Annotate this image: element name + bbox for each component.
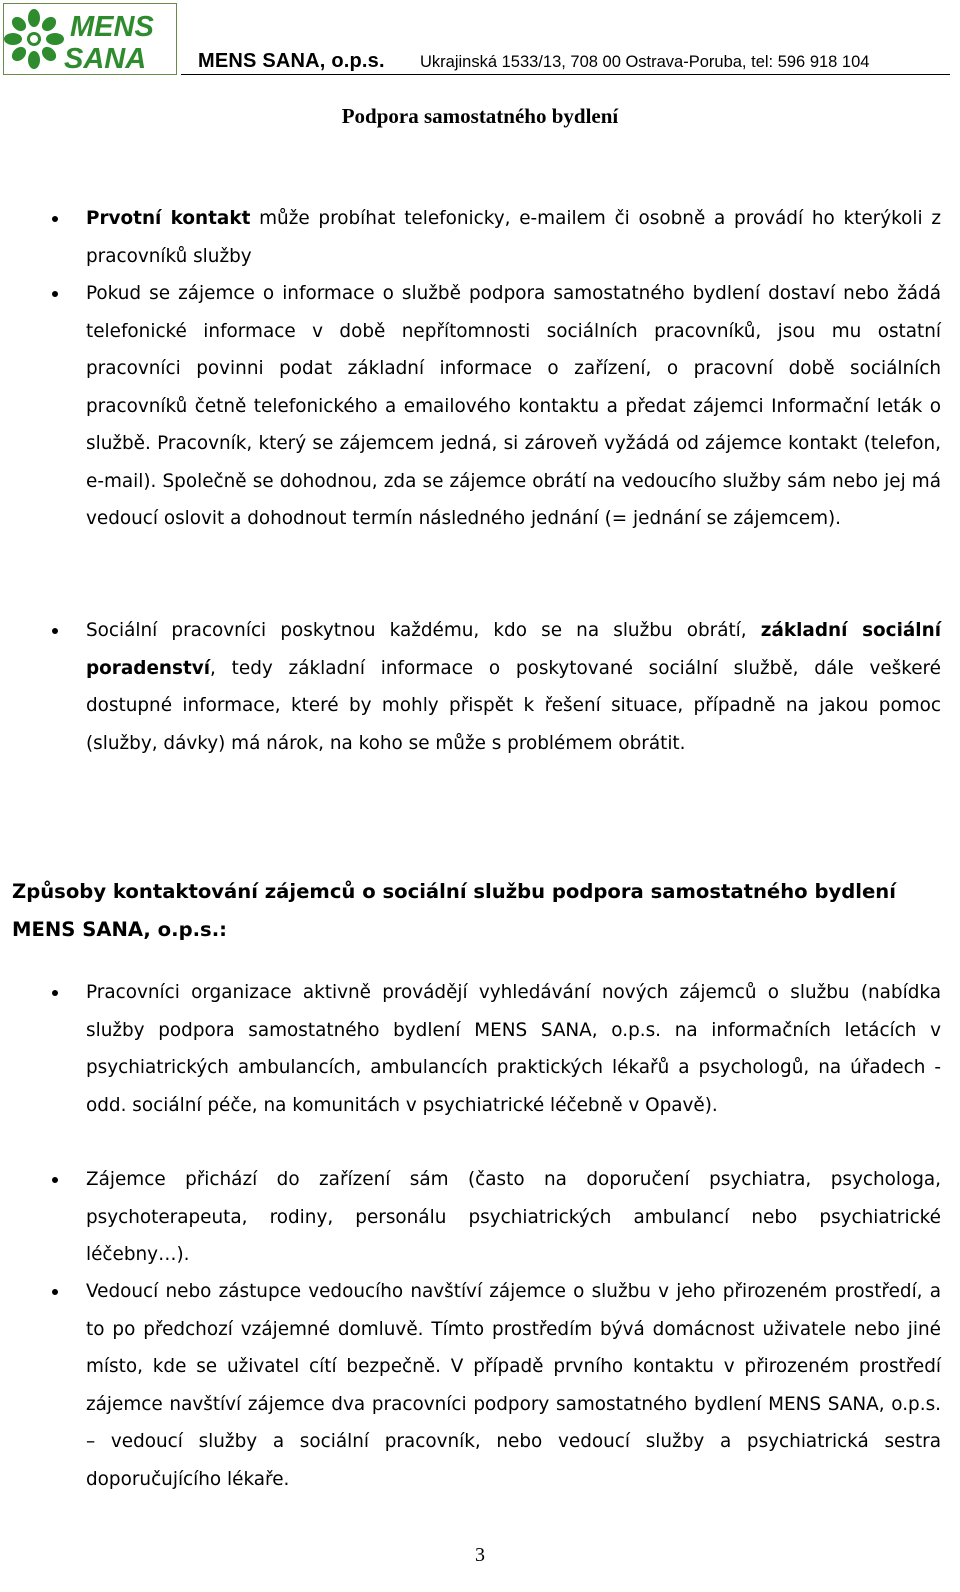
page-title: Podpora samostatného bydlení [341, 104, 619, 128]
list-item [86, 275, 941, 538]
page-number: 3 [475, 1544, 485, 1566]
flower-icon [4, 9, 64, 69]
list-item [86, 200, 941, 275]
organization-name: MENS SANA, o.p.s. [198, 50, 385, 72]
list-item: Vedoucí nebo zástupce vedoucího navštíví zájemce o službu v jeho přirozeném prostředí, a to po předchozí vzájemné domluvě. Tímto prostředím bývá domácnost uživatele nebo jiné místo, kde se uživatel cítí bezpečně. V případě prvního kontaktu v přirozeném prostředí zájemce navštíví zájemce dva pracovníci podpory samostatného bydlení MENS SANA, o.p.s. – vedoucí služby a sociální pracovník, nebo vedoucí služby a psychiatrická sestra doporučujícího lékaře. [86, 1281, 941, 1490]
mens-sana-logo [3, 3, 177, 75]
bullet-icon [52, 216, 58, 222]
emphasis: Prvotní kontakt [86, 208, 251, 229]
list-item: Zájemce přichází do zařízení sám (často na doporučení psychiatra, psychologa, psychoterapeuta, rodiny, personálu psychiatrických ambulancí nebo psychiatrické léčebny…). [86, 1169, 941, 1265]
item-text: Pokud se zájemce o informace o službě podpora samostatného bydlení dostaví nebo žádá telefonické informace v době nepřítomnosti sociálních pracovníků, jsou mu ostatní pracovníci povinni podat základní informace o zařízení, o pracovní době sociálních pracovníků četně telefonického a emailového kontaktu a předat zájemci Informační leták o službě. Pracovník, který se zájemcem jedná, si zároveň vyžádá od zájemce kontakt (telefon, e-mail). Společně se dohodnou, zda se zájemce obrátí na vedoucího služby sám nebo jej má vedoucí oslovit a dohodnout termín následného jednání (= jednání se zájemcem). [86, 283, 941, 529]
bullet-icon [52, 291, 58, 297]
section-heading: Způsoby kontaktování zájemců o sociální službu podpora samostatného bydlení MENS SANA, o.p.s.: [12, 880, 896, 941]
organization-address: Ukrajinská 1533/13, 708 00 Ostrava-Poruba, tel: 596 918 104 [420, 53, 870, 71]
bullet-icon [52, 1289, 58, 1295]
page-header [0, 0, 960, 80]
logo-text-mens: MENS [70, 11, 154, 43]
bullet-icon [52, 990, 58, 996]
list-item [86, 612, 941, 762]
bullet-icon [52, 628, 58, 634]
item-text: , tedy základní informace o poskytované sociální službě, dále veškeré dostupné informace, které by mohly přispět k řešení situace, případně na jakou pomoc (služby, dávky) má nárok, na koho se může s problémem obrátit. [86, 657, 941, 754]
header-divider [181, 74, 950, 75]
list-item: Pracovníci organizace aktivně provádějí vyhledávání nových zájemců o službu (nabídka služby podpora samostatného bydlení MENS SANA, o.p.s. na informačních letácích v psychiatrických ambulancích, ambulancích praktických lékařů a psychologů, na úřadech - odd. sociální péče, na komunitách v psychiatrické léčebně v Opavě). [86, 982, 941, 1116]
logo-text-sana: SANA [64, 43, 147, 74]
item-text: může probíhat telefonicky, e-mailem či osobně a provádí ho kterýkoli z pracovníků služby [86, 208, 942, 267]
emphasis: základní sociální poradenství [86, 620, 941, 679]
bullet-icon [52, 1177, 58, 1183]
item-text: Sociální pracovníci poskytnou každému, kdo se na službu obrátí, [86, 620, 761, 641]
